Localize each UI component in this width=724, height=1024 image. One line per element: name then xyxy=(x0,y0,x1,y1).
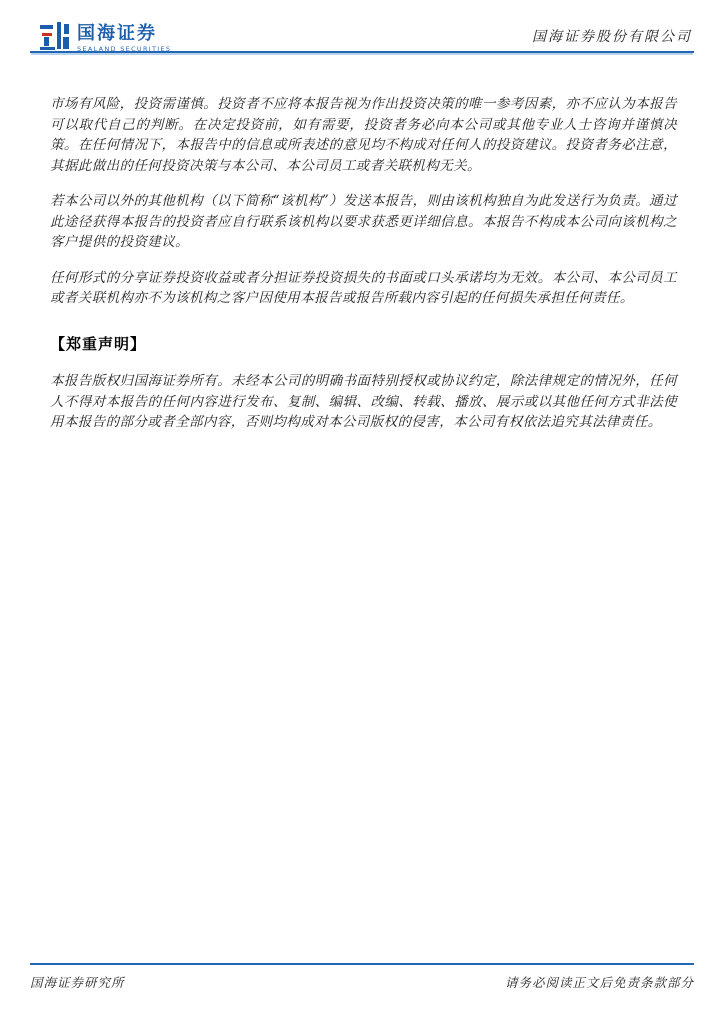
disclaimer-content xyxy=(50,94,677,448)
statement-paragraph: 本报告版权归国海证券所有。未经本公司的明确书面特别授权或协议约定，除法律规定的情况外，任何人不得对本报告的任何内容进行发布、复制、编辑、改编、转载、播放、展示或以其他任何方式非法使用本报告的部分或者全部内容，否则均构成对本公司版权的侵害，本公司有权依法追究其法律责任。 xyxy=(50,373,677,430)
footer-notice: 请务必阅读正文后免责条款部分 xyxy=(504,975,694,990)
page-header xyxy=(30,20,694,53)
footer-institute: 国海证券研究所 xyxy=(30,975,125,990)
sealand-logo xyxy=(40,22,171,53)
disclaimer-paragraph-2: 若本公司以外的其他机构（以下简称“该机构”）发送本报告，则由该机构独自为此发送行为负责。通过此途径获得本报告的投资者应自行联系该机构以要求获悉更详细信息。本报告不构成本公司向该机构之客户提供的投资建议。 xyxy=(50,193,677,250)
header-company-name: 国海证券股份有限公司 xyxy=(532,29,692,45)
sealand-logo-icon xyxy=(40,22,70,52)
disclaimer-paragraph-3: 任何形式的分享证券投资收益或者分担证券投资损失的书面或口头承诺均为无效。本公司、本公司员工或者关联机构亦不为该机构之客户因使用本报告或报告所载内容引起的任何损失承担任何责任。 xyxy=(50,269,677,306)
disclaimer-paragraph-1: 市场有风险，投资需谨慎。投资者不应将本报告视为作出投资决策的唯一参考因素，亦不应认为本报告可以取代自己的判断。在决定投资前，如有需要，投资者务必向本公司或其他专业人士咨询并谨慎决策。在任何情况下，本报告中的信息或所表述的意见均不构成对任何人的投资建议。投资者务必注意，其据此做出的任何投资决策与本公司、本公司员工或者关联机构无关。 xyxy=(50,96,677,174)
page-footer xyxy=(30,963,694,991)
logo-company-cn: 国海证券 xyxy=(77,23,157,44)
statement-heading: 【郑重声明】 xyxy=(50,334,147,353)
logo-company-en: SEALAND SECURITIES xyxy=(77,45,172,53)
logo-text-block xyxy=(77,22,171,53)
